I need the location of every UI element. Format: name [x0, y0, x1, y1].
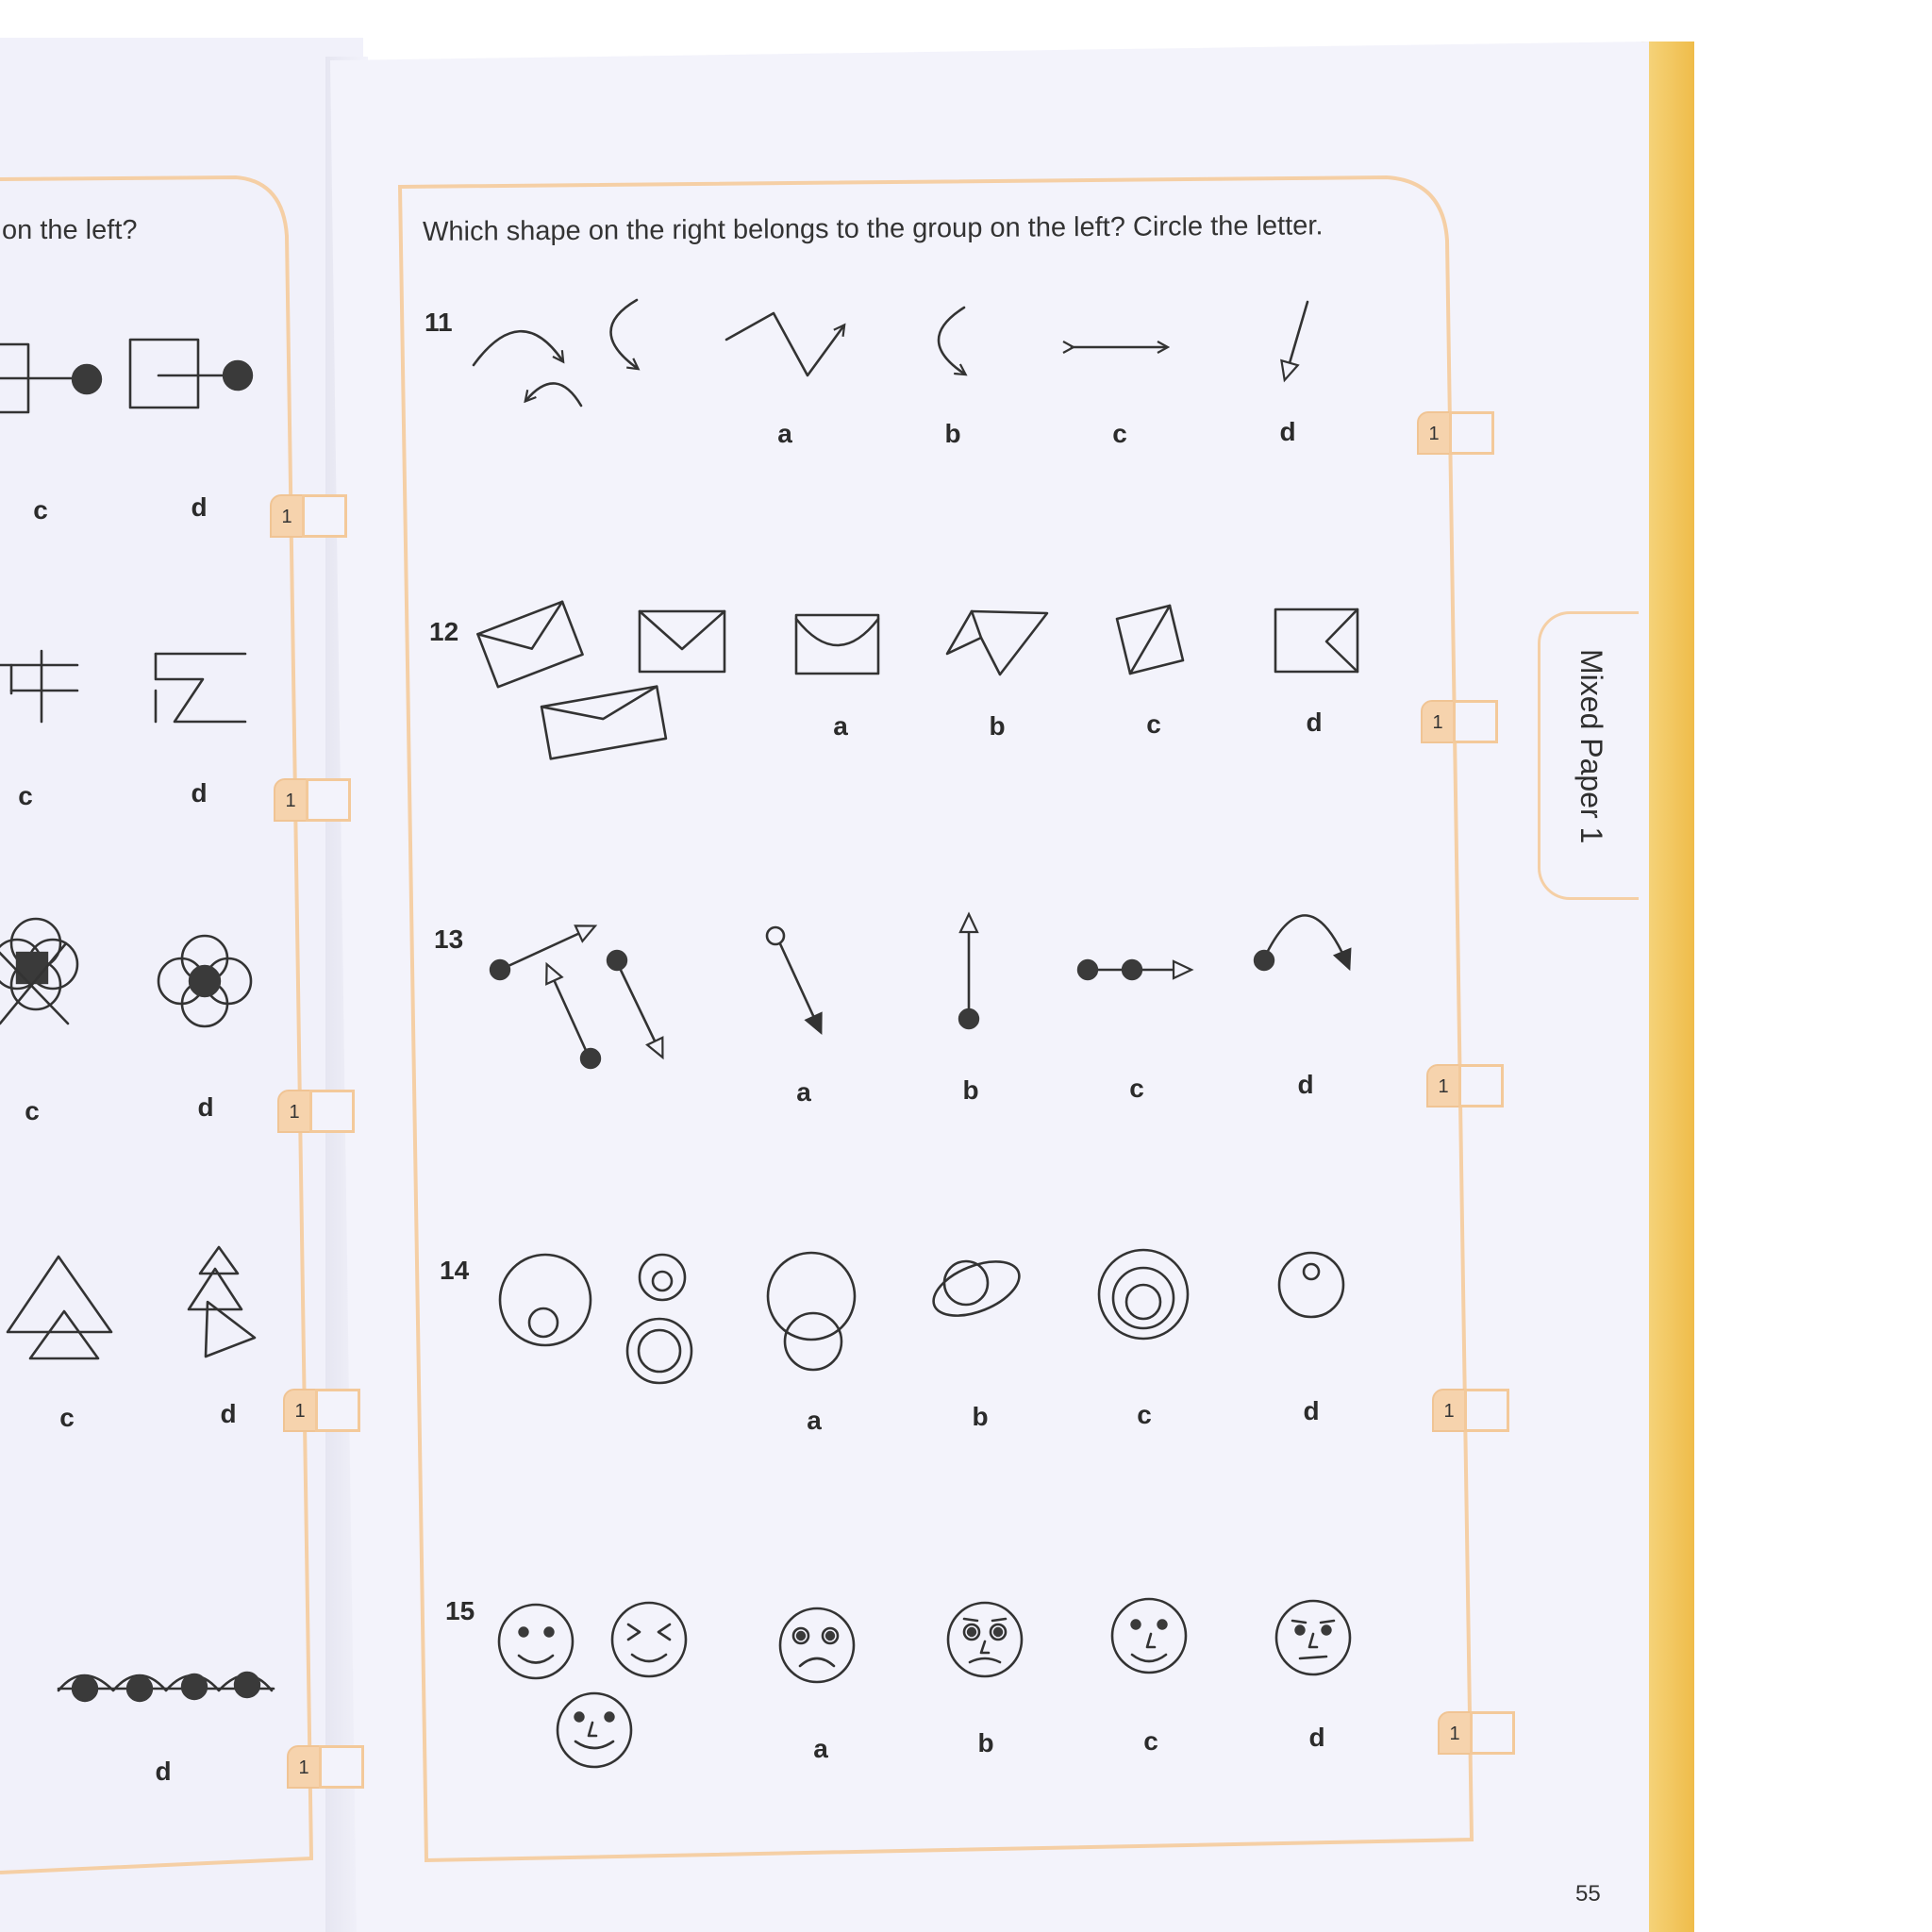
- q14-option-b-shape: [926, 1251, 1027, 1326]
- q11-option-b-shape: [939, 308, 964, 374]
- q11-option-a[interactable]: a: [777, 419, 792, 448]
- question-number: 14: [440, 1256, 470, 1285]
- mark-value: 1: [1426, 1064, 1460, 1108]
- question-number: 11: [425, 308, 453, 337]
- left-row4-option-c[interactable]: c: [59, 1403, 75, 1432]
- left-row3-option-c[interactable]: c: [25, 1096, 40, 1125]
- q15-group-shapes: [499, 1603, 686, 1767]
- q12-option-d[interactable]: d: [1306, 708, 1323, 737]
- q13-option-c[interactable]: c: [1129, 1074, 1144, 1103]
- q13-option-d-shape: [1255, 915, 1349, 970]
- q12-option-a[interactable]: a: [833, 711, 848, 741]
- instruction-text: Which shape on the right belongs to the group on the left? Circle the letter.: [423, 210, 1324, 247]
- q13-group-shapes: [491, 926, 662, 1068]
- q12-option-b[interactable]: b: [989, 711, 1006, 741]
- q14-mark-box: [1432, 1389, 1509, 1432]
- q13-option-b-shape: [959, 915, 978, 1028]
- q12-option-d-shape: [1275, 609, 1357, 672]
- q13-option-a-shape: [767, 927, 821, 1032]
- mark-value: 1: [270, 494, 304, 538]
- q13-option-b[interactable]: b: [962, 1075, 979, 1105]
- left-row2-option-c[interactable]: c: [18, 781, 33, 810]
- q12-option-c[interactable]: c: [1146, 709, 1161, 739]
- q14-option-c-shape: [1099, 1250, 1188, 1339]
- answer-box[interactable]: [1464, 1389, 1509, 1432]
- mark-value: 1: [287, 1745, 321, 1789]
- q15-option-b-shape: [948, 1603, 1022, 1676]
- mark-value: 1: [1432, 1389, 1466, 1432]
- mark-value: 1: [274, 778, 308, 822]
- q14-option-d[interactable]: d: [1303, 1396, 1320, 1425]
- left-row3-option-d[interactable]: d: [197, 1092, 214, 1122]
- mark-value: 1: [277, 1090, 311, 1133]
- mark-value: 1: [283, 1389, 317, 1432]
- q15-option-b[interactable]: b: [977, 1728, 994, 1757]
- q11-option-b[interactable]: b: [944, 419, 961, 448]
- left-row1-option-d[interactable]: d: [191, 492, 208, 522]
- mark-value: 1: [1417, 411, 1451, 455]
- q14-option-d-shape: [1279, 1253, 1343, 1317]
- q14-option-a-shape: [768, 1253, 855, 1370]
- q11-option-d[interactable]: d: [1279, 417, 1296, 446]
- mark-value: 1: [1438, 1711, 1472, 1755]
- question-number: 15: [445, 1596, 475, 1625]
- page-number: 55: [1575, 1881, 1601, 1907]
- q13-option-c-shape: [1078, 960, 1191, 979]
- answer-box[interactable]: [1453, 700, 1498, 743]
- question-number: 12: [429, 617, 459, 646]
- left-row1-option-c[interactable]: c: [33, 495, 48, 525]
- left-row5-option-d[interactable]: d: [155, 1757, 172, 1786]
- q11-group-shapes: [474, 300, 637, 406]
- left-row2-option-d[interactable]: d: [191, 778, 208, 808]
- q15-option-c[interactable]: c: [1143, 1726, 1158, 1756]
- q14-option-b[interactable]: b: [972, 1402, 989, 1431]
- q12-option-b-shape: [947, 611, 1047, 675]
- q13-mark-box: [1426, 1064, 1504, 1108]
- q15-option-a-shape: [780, 1608, 854, 1682]
- q15-option-a[interactable]: a: [813, 1734, 828, 1763]
- left-row4-option-d[interactable]: d: [220, 1399, 237, 1428]
- q11-option-c[interactable]: c: [1112, 419, 1127, 448]
- question-number: 13: [434, 924, 464, 954]
- q15-option-c-shape: [1112, 1599, 1186, 1673]
- q15-option-d-shape: [1276, 1601, 1350, 1674]
- q15-option-d[interactable]: d: [1308, 1723, 1325, 1752]
- answer-box[interactable]: [1449, 411, 1494, 455]
- q14-group-shapes: [500, 1255, 691, 1383]
- q14-option-a[interactable]: a: [807, 1406, 822, 1435]
- q11-mark-box: [1417, 411, 1494, 455]
- answer-box[interactable]: [1470, 1711, 1515, 1755]
- q12-mark-box: [1421, 700, 1498, 743]
- q13-option-a[interactable]: a: [796, 1077, 811, 1107]
- q13-option-d[interactable]: d: [1297, 1070, 1314, 1099]
- answer-box[interactable]: [1458, 1064, 1504, 1108]
- side-tab-label: Mixed Paper 1: [1574, 649, 1608, 844]
- q12-group-shapes: [477, 602, 724, 759]
- q11-option-a-shape: [726, 313, 843, 375]
- q12-option-c-shape: [1117, 606, 1183, 674]
- q15-mark-box: [1438, 1711, 1515, 1755]
- q11-option-d-shape: [1285, 302, 1307, 379]
- left-instruction-fragment: on the left?: [2, 215, 138, 245]
- q12-option-a-shape: [796, 615, 878, 674]
- q14-option-c[interactable]: c: [1137, 1400, 1152, 1429]
- mark-value: 1: [1421, 700, 1455, 743]
